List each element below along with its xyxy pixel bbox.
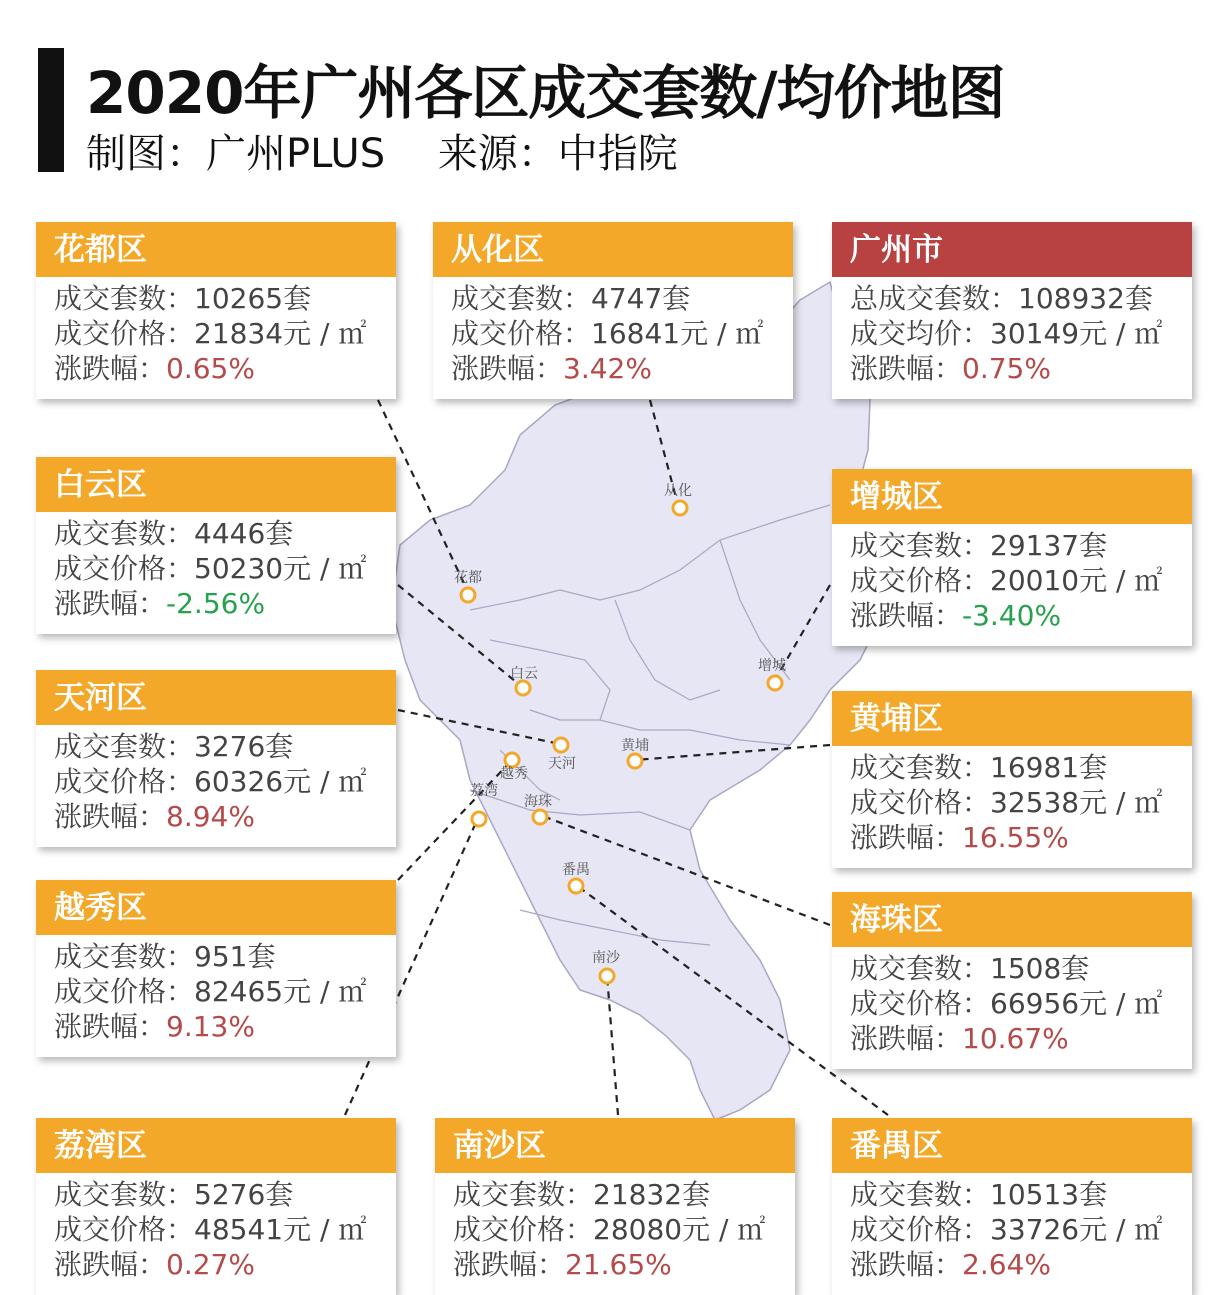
price-row: 成交价格：82465元 / ㎡: [54, 975, 367, 1008]
map-label-panyu: 番禺: [562, 862, 590, 878]
card-title: 黄埔区: [832, 691, 1192, 746]
card-panyu: [832, 1118, 1192, 1295]
card-guangzhou: [832, 222, 1192, 399]
avg-price-row: 成交均价：30149元 / ㎡: [850, 317, 1163, 350]
marker-tianhe: [554, 738, 568, 752]
map-label-haizhu: 海珠: [524, 794, 552, 810]
count-row: 成交套数：16981套: [850, 751, 1108, 784]
change-row: 涨跌幅：10.67%: [850, 1022, 1069, 1055]
count-row: 成交套数：10513套: [850, 1178, 1108, 1211]
marker-zengcheng: [768, 676, 782, 690]
count-row: 成交套数：29137套: [850, 529, 1108, 562]
count-row: 成交套数：1508套: [850, 952, 1090, 985]
card-conghua: [433, 222, 793, 399]
card-title: 番禺区: [832, 1118, 1192, 1173]
card-liwan: [36, 1118, 396, 1295]
count-row: 成交套数：4446套: [54, 517, 294, 550]
marker-liwan: [472, 812, 486, 826]
card-baiyun: [36, 457, 396, 634]
change-row: 涨跌幅：0.27%: [54, 1248, 255, 1281]
card-title: 天河区: [36, 670, 396, 725]
total-count-row: 总成交套数：108932套: [850, 282, 1153, 315]
price-row: 成交价格：21834元 / ㎡: [54, 317, 367, 350]
card-huadu: [36, 222, 396, 399]
map-label-baiyun: 白云: [510, 666, 538, 682]
map-label-zengcheng: 增城: [758, 658, 786, 674]
city-outline: [395, 282, 870, 1120]
card-yuexiu: [36, 880, 396, 1057]
page-title: 2020年广州各区成交套数/均价地图: [86, 59, 1005, 127]
price-row: 成交价格：60326元 / ㎡: [54, 765, 367, 798]
map-label-conghua: 从化: [664, 483, 692, 499]
card-huangpu: [832, 691, 1192, 868]
card-title: 广州市: [832, 222, 1192, 277]
price-row: 成交价格：50230元 / ㎡: [54, 552, 367, 585]
marker-panyu: [569, 879, 583, 893]
card-title: 南沙区: [435, 1118, 795, 1173]
change-row: 涨跌幅：3.42%: [451, 352, 652, 385]
map-label-tianhe: 天河: [548, 756, 576, 772]
card-title: 花都区: [36, 222, 396, 277]
change-row: 涨跌幅：21.65%: [453, 1248, 672, 1281]
card-zengcheng: [832, 469, 1192, 646]
card-title: 荔湾区: [36, 1118, 396, 1173]
change-row: 涨跌幅：-2.56%: [54, 587, 266, 620]
count-row: 成交套数：951套: [54, 940, 276, 973]
marker-conghua: [673, 501, 687, 515]
change-row: 涨跌幅：16.55%: [850, 821, 1069, 854]
price-row: 成交价格：28080元 / ㎡: [453, 1213, 766, 1246]
card-nansha: [435, 1118, 795, 1295]
change-row: 涨跌幅：0.75%: [850, 352, 1051, 385]
count-row: 成交套数：10265套: [54, 282, 312, 315]
change-row: 涨跌幅：9.13%: [54, 1010, 255, 1043]
marker-huangpu: [628, 754, 642, 768]
marker-haizhu: [533, 810, 547, 824]
map-label-huangpu: 黄埔: [621, 738, 649, 754]
price-row: 成交价格：48541元 / ㎡: [54, 1213, 367, 1246]
card-title: 从化区: [433, 222, 793, 277]
change-row: 涨跌幅：0.65%: [54, 352, 255, 385]
count-row: 成交套数：3276套: [54, 730, 294, 763]
marker-huadu: [461, 588, 475, 602]
card-tianhe: [36, 670, 396, 847]
change-row: 涨跌幅：2.64%: [850, 1248, 1051, 1281]
map-label-huadu: 花都: [454, 570, 482, 586]
credit-text: 制图：广州PLUS: [86, 131, 386, 177]
card-title: 越秀区: [36, 880, 396, 935]
change-row: 涨跌幅：8.94%: [54, 800, 255, 833]
source-text: 来源：中指院: [437, 131, 678, 177]
card-haizhu: [832, 892, 1192, 1069]
price-row: 成交价格：32538元 / ㎡: [850, 786, 1163, 819]
card-title: 增城区: [832, 469, 1192, 524]
price-row: 成交价格：33726元 / ㎡: [850, 1213, 1163, 1246]
card-title: 海珠区: [832, 892, 1192, 947]
price-row: 成交价格：20010元 / ㎡: [850, 564, 1163, 597]
marker-yuexiu: [505, 753, 519, 767]
map-label-yuexiu: 越秀: [500, 766, 528, 782]
change-row: 涨跌幅：-3.40%: [850, 599, 1062, 632]
map-label-liwan: 荔湾: [470, 783, 498, 799]
price-row: 成交价格：66956元 / ㎡: [850, 987, 1163, 1020]
count-row: 成交套数：4747套: [451, 282, 691, 315]
marker-baiyun: [516, 681, 530, 695]
map-label-nansha: 南沙: [592, 950, 620, 966]
price-row: 成交价格：16841元 / ㎡: [451, 317, 764, 350]
count-row: 成交套数：5276套: [54, 1178, 294, 1211]
marker-nansha: [600, 969, 614, 983]
card-title: 白云区: [36, 457, 396, 512]
count-row: 成交套数：21832套: [453, 1178, 711, 1211]
